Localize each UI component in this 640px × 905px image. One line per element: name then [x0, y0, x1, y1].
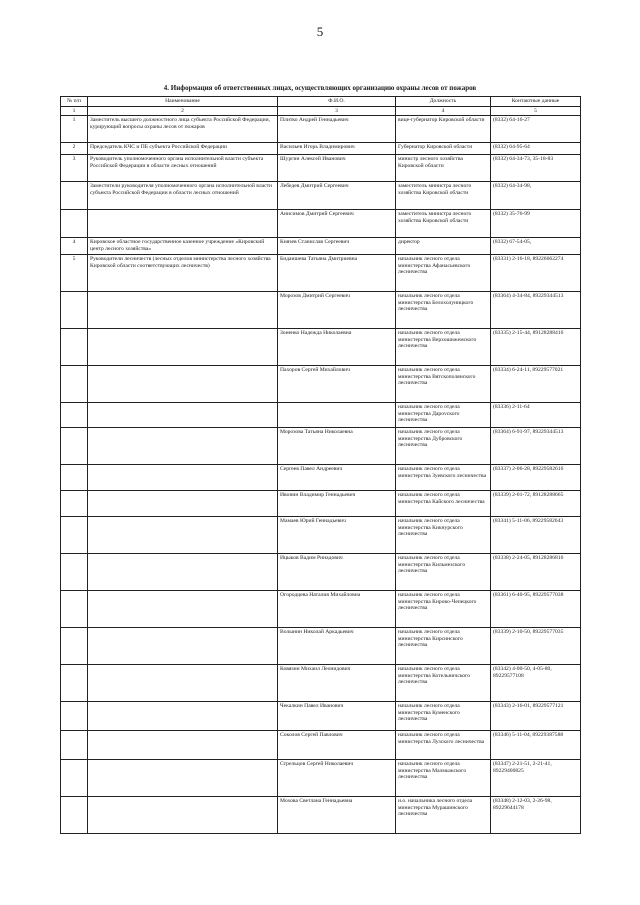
row-position-cell: начальник лесного отдела министерства Афанасьевского лесничества — [396, 254, 491, 291]
row-num-cell — [61, 182, 88, 210]
table-row — [61, 116, 581, 143]
row-fio-cell: Морозова Татьяна Николаевна — [278, 427, 396, 464]
row-position-cell: и.о. начальника лесного отдела министерства Мурашинского лесничества — [396, 796, 491, 833]
row-position-cell: начальник лесного отдела министерства Кильмезского лесничества — [396, 553, 491, 590]
table-row — [61, 238, 581, 254]
row-fio-cell: Волынин Николай Аркадьевич — [278, 627, 396, 664]
row-contacts-cell: (83361) 6-40-95, 89229577038 — [491, 590, 581, 627]
row-num-cell: 4 — [61, 238, 88, 254]
row-fio-cell: Анисимов Дмитрий Сергеевич — [278, 210, 396, 238]
row-fio-cell: Шургин Алексей Иванович — [278, 155, 396, 182]
row-contacts-cell: (83334) 6-24-11, 89229577021 — [491, 365, 581, 402]
col-number: 2 — [88, 106, 278, 116]
col-number: 1 — [61, 106, 88, 116]
col-number: 4 — [396, 106, 491, 116]
row-contacts-cell: (8332) 64-16-27 — [491, 116, 581, 143]
responsible-persons-table — [60, 96, 581, 834]
table-row — [61, 664, 581, 701]
row-contacts-cell: (83335) 2-15-44, 89128288416 — [491, 328, 581, 365]
header-fio: Ф.И.О. — [278, 97, 396, 107]
row-fio-cell: Стрельцов Сергей Николаевич — [278, 759, 396, 796]
table-row — [61, 627, 581, 664]
row-position-cell: начальник лесного отдела министерства Дарovского лесничества — [396, 402, 491, 427]
row-position-cell: начальник лесного отдела министерства Верхошижемского лесничества — [396, 328, 491, 365]
col-number: 3 — [278, 106, 396, 116]
page-number: 5 — [316, 24, 324, 39]
row-position-cell: начальник лесного отдела министерства Кикнурского лесничества — [396, 516, 491, 553]
row-name-cell — [88, 490, 278, 516]
row-position-cell: начальник лесного отдела министерства Лузского лесничества — [396, 730, 491, 759]
row-num-cell: 2 — [61, 143, 88, 155]
row-num-cell — [61, 365, 88, 402]
row-fio-cell: Ицыков Вадим Ринадович — [278, 553, 396, 590]
table-body — [61, 116, 581, 833]
row-position-cell: начальник лесного отдела министерства Котельничского лесничества — [396, 664, 491, 701]
row-num-cell — [61, 553, 88, 590]
row-name-cell — [88, 590, 278, 627]
row-fio-cell: Князев Станислав Сергеевич — [278, 238, 396, 254]
row-position-cell: вице-губернатор Кировской области — [396, 116, 491, 143]
row-num-cell — [61, 701, 88, 730]
row-num-cell — [61, 402, 88, 427]
row-contacts-cell: (8332) 67-54-05, — [491, 238, 581, 254]
row-position-cell: заместитель министра лесного хозяйства Кировской области — [396, 210, 491, 238]
row-name-cell — [88, 328, 278, 365]
row-name-cell — [88, 730, 278, 759]
row-name-cell: Руководитель уполномоченного органа исполнительной власти субъекта Российской Федерации в области лесных отношений — [88, 155, 278, 182]
row-contacts-cell: (83339) 2-10-50, 89229577035 — [491, 627, 581, 664]
row-name-cell: Заместитель высшего должностного лица субъекта Российской Федерации, курирующий вопросы охраны лесов от пожаров — [88, 116, 278, 143]
row-contacts-cell: (83341) 5-11-06, 89229582643 — [491, 516, 581, 553]
row-num-cell — [61, 328, 88, 365]
row-contacts-cell: (83346) 5-11-04, 89229387588 — [491, 730, 581, 759]
row-num-cell — [61, 490, 88, 516]
row-contacts-cell: (83342) 4-00-50, 4-05-80, 89229577108 — [491, 664, 581, 701]
row-position-cell: начальник лесного отдела министерства Белохолуницкого лесничества — [396, 291, 491, 328]
table-row — [61, 427, 581, 464]
row-num-cell — [61, 730, 88, 759]
row-name-cell: Заместители руководителя уполномоченного органа исполнительной власти субъекта Российской Федерации в области лесных отношений — [88, 182, 278, 210]
row-name-cell: Кировское областное государственное казенное учреждение «Кировский центр лесного хозяйства» — [88, 238, 278, 254]
row-fio-cell: Пахоров Сергей Михайлович — [278, 365, 396, 402]
row-fio-cell: Чекалкин Павел Иванович — [278, 701, 396, 730]
table-header-row — [61, 97, 581, 107]
row-num-cell: 5 — [61, 254, 88, 291]
row-position-cell: начальник лесного отдела министерства Малмыжского лесничества — [396, 759, 491, 796]
table-row — [61, 155, 581, 182]
row-fio-cell: Мамаев Юрий Геннадьевич — [278, 516, 396, 553]
row-contacts-cell: (8332) 35-76-99 — [491, 210, 581, 238]
row-position-cell: министр лесного хозяйства Кировской области — [396, 155, 491, 182]
row-contacts-cell: (83364) 4-34-84, 89229344513 — [491, 291, 581, 328]
row-fio-cell — [278, 402, 396, 427]
row-fio-cell: Васильев Игорь Владимирович — [278, 143, 396, 155]
row-position-cell: начальник лесного отдела министерства Вятскополянского лесничества — [396, 365, 491, 402]
row-name-cell: Руководители лесничеств (лесных отделов министерства лесного хозяйства Кировской области соответствующих лесничеств) — [88, 254, 278, 291]
row-name-cell — [88, 516, 278, 553]
row-num-cell — [61, 796, 88, 833]
row-fio-cell: Зоненко Надежда Николаевна — [278, 328, 396, 365]
table-row — [61, 365, 581, 402]
row-contacts-cell: (8332) 64-34-98, — [491, 182, 581, 210]
row-contacts-cell: (83338) 2-24-05, 89128286816 — [491, 553, 581, 590]
row-position-cell: директор — [396, 238, 491, 254]
table-row — [61, 759, 581, 796]
row-num-cell: 1 — [61, 116, 88, 143]
row-name-cell — [88, 210, 278, 238]
row-num-cell — [61, 516, 88, 553]
row-contacts-cell: (83343) 2-16-01, 89229577121 — [491, 701, 581, 730]
row-fio-cell: Бидаишева Татьяна Дмитриевна — [278, 254, 396, 291]
row-num-cell: 3 — [61, 155, 88, 182]
table-row — [61, 402, 581, 427]
header-position: Должность — [396, 97, 491, 107]
row-fio-cell: Лебедев Дмитрий Сергеевич — [278, 182, 396, 210]
row-contacts-cell: (8332) 64-34-73, 35-18-83 — [491, 155, 581, 182]
row-name-cell — [88, 627, 278, 664]
row-contacts-cell: (83348) 2-12-03, 2-26-98, 89229644178 — [491, 796, 581, 833]
row-position-cell: начальник лесного отдела министерства Кирово-Чепецкого лесничества — [396, 590, 491, 627]
row-num-cell — [61, 464, 88, 490]
row-num-cell — [61, 590, 88, 627]
table-row — [61, 701, 581, 730]
row-num-cell — [61, 210, 88, 238]
row-position-cell: начальник лесного отдела министерства Кирсинского лесничества — [396, 627, 491, 664]
row-position-cell: начальник лесного отдела министерства Дубровского лесничества — [396, 427, 491, 464]
row-contacts-cell: (83336) 2-11-64 — [491, 402, 581, 427]
row-name-cell — [88, 291, 278, 328]
row-fio-cell: Ивонин Владимир Геннадьевич — [278, 490, 396, 516]
row-name-cell — [88, 701, 278, 730]
row-position-cell: заместитель министра лесного хозяйства Кировской области — [396, 182, 491, 210]
row-position-cell: начальник лесного отдела министерства Кайского лесничества — [396, 490, 491, 516]
row-num-cell — [61, 291, 88, 328]
row-num-cell — [61, 427, 88, 464]
row-position-cell: Губернатор Кировской области — [396, 143, 491, 155]
table-row — [61, 730, 581, 759]
row-name-cell — [88, 796, 278, 833]
table-row — [61, 182, 581, 210]
header-name: Наименование — [88, 97, 278, 107]
table-row — [61, 328, 581, 365]
column-number-row — [61, 106, 581, 116]
row-contacts-cell: (83347) 2-21-51, 2-21-41, 89229400825 — [491, 759, 581, 796]
table-row — [61, 464, 581, 490]
col-number: 5 — [491, 106, 581, 116]
table-row — [61, 143, 581, 155]
row-name-cell — [88, 664, 278, 701]
row-name-cell — [88, 464, 278, 490]
row-name-cell — [88, 365, 278, 402]
table-row — [61, 210, 581, 238]
row-name-cell — [88, 402, 278, 427]
row-fio-cell: Плитко Андрей Геннадьевич — [278, 116, 396, 143]
row-name-cell — [88, 553, 278, 590]
row-fio-cell: Морозов Дмитрий Сергеевич — [278, 291, 396, 328]
row-position-cell: начальник лесного отдела министерства Куменского лесничества — [396, 701, 491, 730]
row-name-cell: Председатель КЧС и ПБ субъекта Российской Федерации — [88, 143, 278, 155]
section-title: 4. Информация об ответственных лицах, осуществляющих организацию охраны лесов от пожаров — [163, 84, 477, 92]
row-name-cell — [88, 427, 278, 464]
row-fio-cell: Соколов Сергей Павлович — [278, 730, 396, 759]
row-num-cell — [61, 664, 88, 701]
row-fio-cell: Ковязин Михаил Леонидович — [278, 664, 396, 701]
table-row — [61, 590, 581, 627]
header-num: № п/п — [61, 97, 88, 107]
row-num-cell — [61, 627, 88, 664]
row-position-cell: начальник лесного отдела министерства Зуевского лесничества — [396, 464, 491, 490]
header-contacts: Контактные данные — [491, 97, 581, 107]
row-fio-cell: Мохова Светлана Геннадьевна — [278, 796, 396, 833]
table-row — [61, 254, 581, 291]
table-row — [61, 796, 581, 833]
row-fio-cell: Огородцева Наталия Михайловна — [278, 590, 396, 627]
table-row — [61, 490, 581, 516]
row-contacts-cell: (8332) 64-95-64 — [491, 143, 581, 155]
row-fio-cell: Сергеев Павел Андреевич — [278, 464, 396, 490]
table-row — [61, 553, 581, 590]
row-contacts-cell: (83331) 2-16-18, 89226662274 — [491, 254, 581, 291]
row-num-cell — [61, 759, 88, 796]
table-row — [61, 291, 581, 328]
row-contacts-cell: (83337) 2-06-28, 89229582616 — [491, 464, 581, 490]
row-name-cell — [88, 759, 278, 796]
row-contacts-cell: (83339) 2-01-72, 89128288665 — [491, 490, 581, 516]
row-contacts-cell: (83364) 6-91-97, 89229344513 — [491, 427, 581, 464]
table-row — [61, 516, 581, 553]
